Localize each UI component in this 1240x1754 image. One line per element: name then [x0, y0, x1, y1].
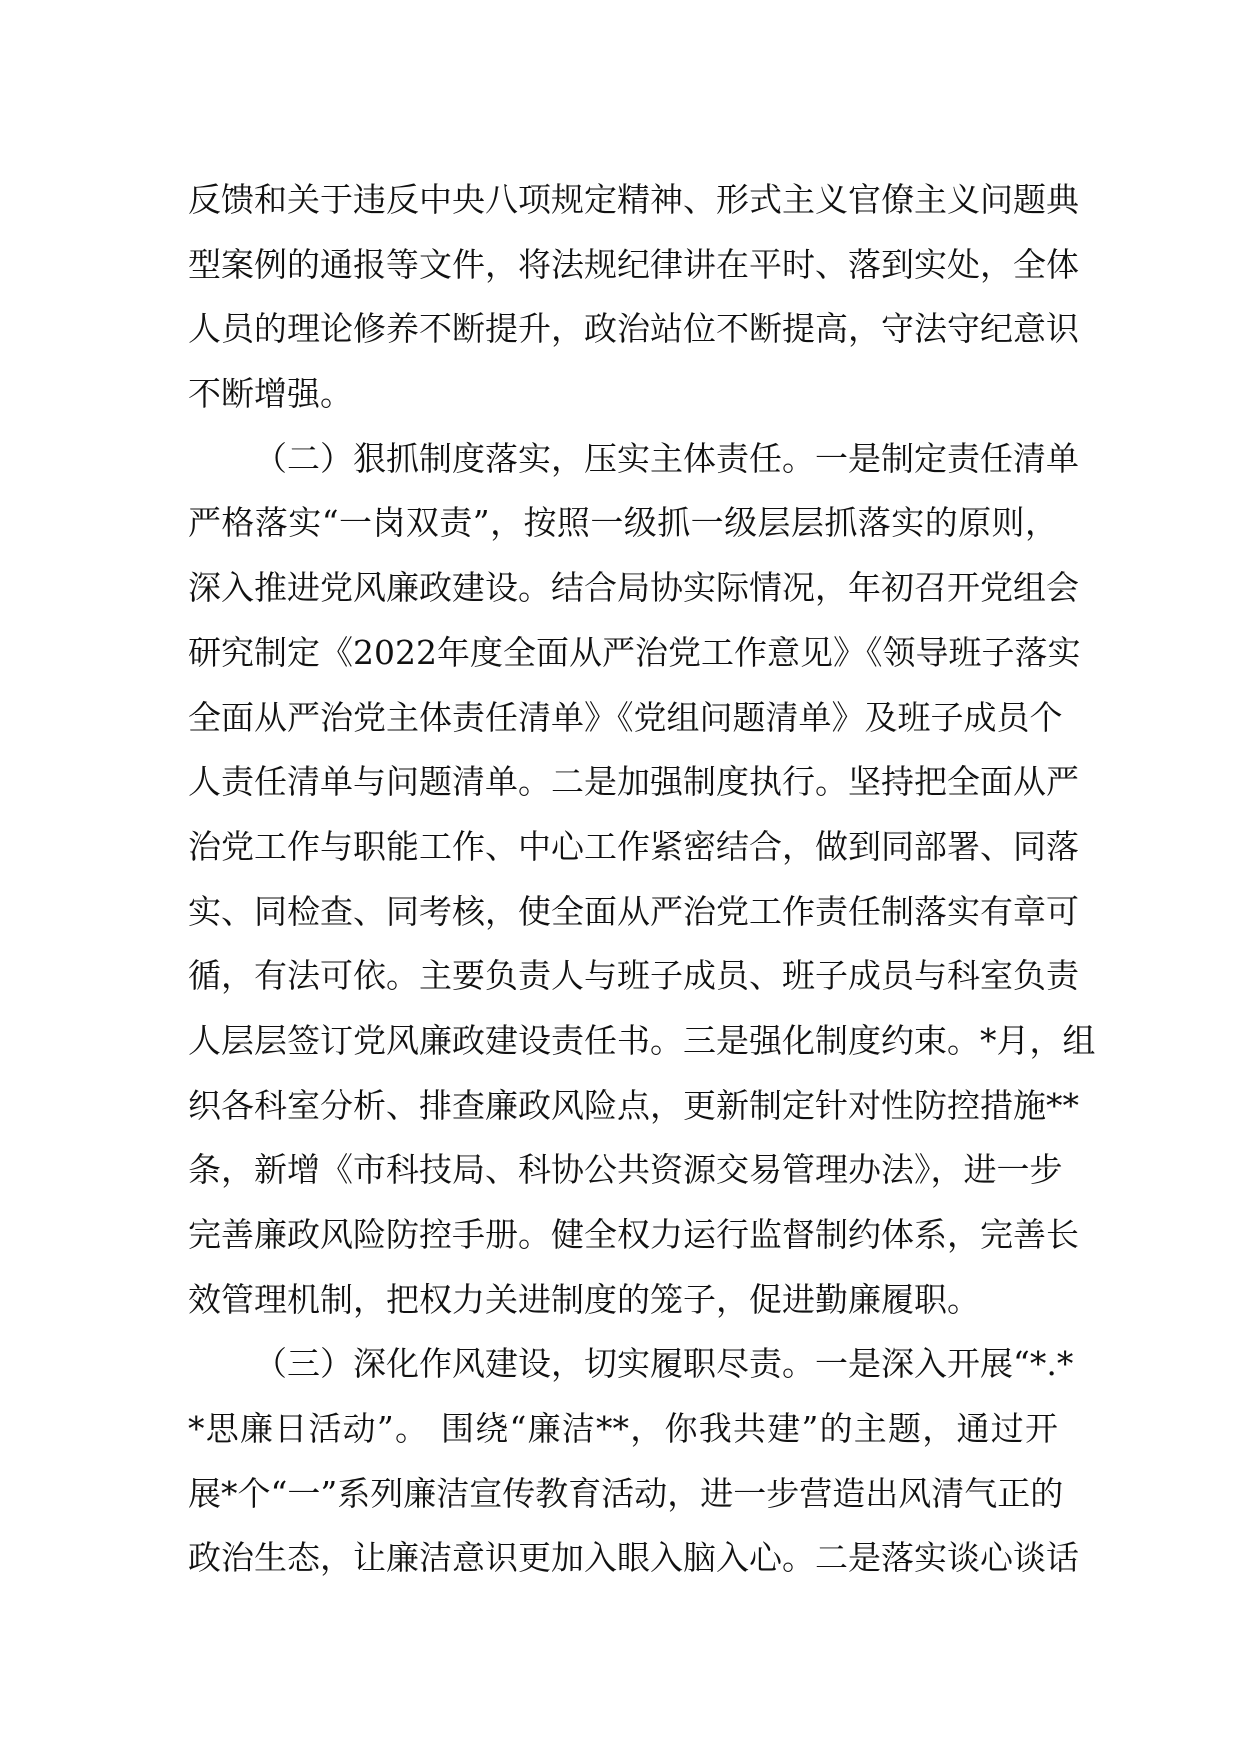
text-line: 不断增强。 [188, 374, 353, 414]
text-line: 实、同检查、同考核，使全面从严治党工作责任制落实有章可 [188, 891, 1079, 931]
text-line: 型案例的通报等文件，将法规纪律讲在平时、落到实处，全体 [188, 244, 1079, 284]
text-line: 反馈和关于违反中央八项规定精神、形式主义官僚主义问题典 [188, 180, 1079, 219]
text-line: 人责任清单与问题清单。二是加强制度执行。坚持把全面从严 [188, 762, 1079, 802]
text-line: 织各科室分析、排查廉政风险点，更新制定针对性防控措施** [188, 1085, 1079, 1125]
body-text [188, 168, 1096, 1591]
text-line: *思廉日活动”。 围绕“廉洁**，你我共建”的主题，通过开 [188, 1409, 1058, 1449]
text-line: 政治生态，让廉洁意识更加入眼入脑入心。二是落实谈心谈话 [188, 1538, 1079, 1578]
text-line: 治党工作与职能工作、中心工作紧密结合，做到同部署、同落 [188, 826, 1079, 866]
text-line: （三）深化作风建设，切实履职尽责。一是深入开展“*.* [254, 1344, 1074, 1384]
text-line: 深入推进党风廉政建设。结合局协实际情况，年初召开党组会 [188, 568, 1079, 608]
text-line: 完善廉政风险防控手册。健全权力运行监督制约体系，完善长 [188, 1215, 1079, 1254]
text-line: 人员的理论修养不断提升，政治站位不断提高，守法守纪意识 [188, 309, 1079, 349]
text-line: 循，有法可依。主要负责人与班子成员、班子成员与科室负责 [188, 956, 1079, 996]
text-line: 全面从严治党主体责任清单》《党组问题清单》及班子成员个 [188, 697, 1063, 737]
text-line: 展*个“一”系列廉洁宣传教育活动，进一步营造出风清气正的 [188, 1473, 1064, 1513]
text-line: 严格落实“一岗双责”，按照一级抓一级层层抓落实的原则， [188, 503, 1058, 543]
text-line: 研究制定《2022年度全面从严治党工作意见》《领导班子落实 [188, 632, 1081, 672]
text-line: 效管理机制，把权力关进制度的笼子，促进勤廉履职。 [188, 1279, 980, 1319]
text-line: 人层层签订党风廉政建设责任书。三是强化制度约束。*月，组 [188, 1020, 1096, 1060]
text-line: 条，新增《市科技局、科协公共资源交易管理办法》，进一步 [188, 1150, 1063, 1190]
text-line: （二）狠抓制度落实，压实主体责任。一是制定责任清单 [254, 438, 1079, 478]
